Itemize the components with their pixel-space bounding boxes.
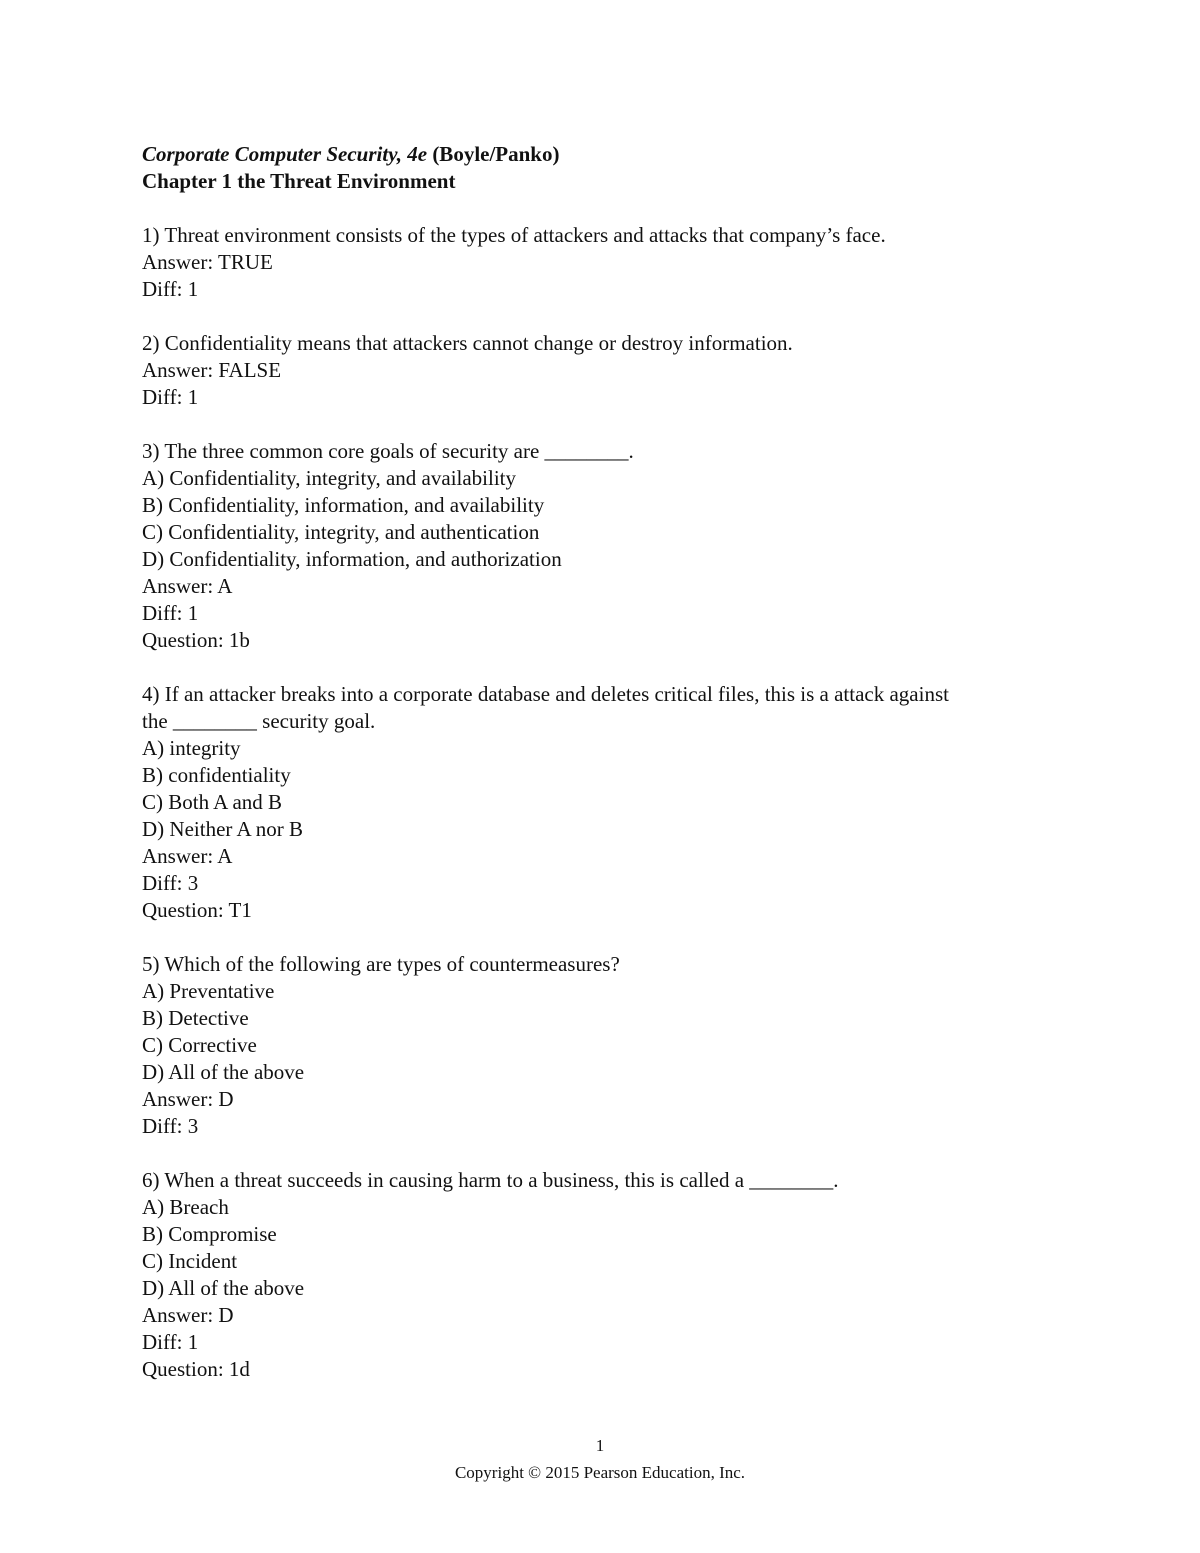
option-a: A) Preventative bbox=[142, 979, 275, 1003]
spacer bbox=[142, 1140, 1072, 1167]
option-b: B) confidentiality bbox=[142, 763, 291, 787]
book-title: Corporate Computer Security, 4e bbox=[142, 142, 428, 166]
question-4 bbox=[142, 681, 1072, 924]
question-reference: Question: 1d bbox=[142, 1357, 250, 1381]
question-6 bbox=[142, 1167, 1072, 1383]
question-reference: Question: T1 bbox=[142, 898, 252, 922]
book-authors: (Boyle/Panko) bbox=[427, 142, 560, 166]
spacer bbox=[142, 411, 1072, 438]
question-difficulty: Diff: 1 bbox=[142, 601, 199, 625]
question-difficulty: Diff: 3 bbox=[142, 871, 199, 895]
question-answer: Answer: A bbox=[142, 844, 233, 868]
question-difficulty: Diff: 3 bbox=[142, 1114, 199, 1138]
question-text: 5) Which of the following are types of countermeasures? bbox=[142, 952, 620, 976]
spacer bbox=[142, 654, 1072, 681]
question-answer: Answer: D bbox=[142, 1087, 234, 1111]
option-d: D) Confidentiality, information, and authorization bbox=[142, 547, 562, 571]
question-text-line-1: 4) If an attacker breaks into a corporate database and deletes critical files, this is a attack against bbox=[142, 682, 949, 706]
question-difficulty: Diff: 1 bbox=[142, 385, 199, 409]
question-answer: Answer: D bbox=[142, 1303, 234, 1327]
copyright-notice: Copyright © 2015 Pearson Education, Inc. bbox=[454, 1463, 746, 1482]
option-d: D) All of the above bbox=[142, 1060, 305, 1084]
option-b: B) Confidentiality, information, and availability bbox=[142, 493, 545, 517]
page-number: 1 bbox=[595, 1436, 605, 1455]
question-5 bbox=[142, 951, 1072, 1140]
option-b: B) Detective bbox=[142, 1006, 249, 1030]
option-b: B) Compromise bbox=[142, 1222, 277, 1246]
question-reference: Question: 1b bbox=[142, 628, 250, 652]
question-3 bbox=[142, 438, 1072, 654]
document-title bbox=[142, 141, 1072, 168]
option-c: C) Corrective bbox=[142, 1033, 257, 1057]
chapter-title: Chapter 1 the Threat Environment bbox=[142, 169, 456, 193]
question-text: 3) The three common core goals of security are ________. bbox=[142, 439, 634, 463]
question-difficulty: Diff: 1 bbox=[142, 1330, 199, 1354]
option-d: D) All of the above bbox=[142, 1276, 305, 1300]
option-d: D) Neither A nor B bbox=[142, 817, 303, 841]
spacer bbox=[142, 303, 1072, 330]
option-c: C) Incident bbox=[142, 1249, 238, 1273]
question-difficulty: Diff: 1 bbox=[142, 277, 199, 301]
document-body bbox=[142, 141, 1072, 1383]
question-2 bbox=[142, 330, 1072, 411]
spacer bbox=[142, 924, 1072, 951]
question-text: 1) Threat environment consists of the types of attackers and attacks that company’s face. bbox=[142, 223, 886, 247]
question-answer: Answer: TRUE bbox=[142, 250, 273, 274]
option-a: A) integrity bbox=[142, 736, 241, 760]
question-text: 6) When a threat succeeds in causing harm to a business, this is called a ________. bbox=[142, 1168, 839, 1192]
question-text-line-2: the ________ security goal. bbox=[142, 709, 376, 733]
question-answer: Answer: A bbox=[142, 574, 233, 598]
option-a: A) Breach bbox=[142, 1195, 229, 1219]
spacer bbox=[142, 195, 1072, 222]
question-1 bbox=[142, 222, 1072, 303]
option-c: C) Confidentiality, integrity, and authentication bbox=[142, 520, 540, 544]
option-a: A) Confidentiality, integrity, and availability bbox=[142, 466, 517, 490]
question-answer: Answer: FALSE bbox=[142, 358, 282, 382]
option-c: C) Both A and B bbox=[142, 790, 283, 814]
question-text: 2) Confidentiality means that attackers cannot change or destroy information. bbox=[142, 331, 793, 355]
